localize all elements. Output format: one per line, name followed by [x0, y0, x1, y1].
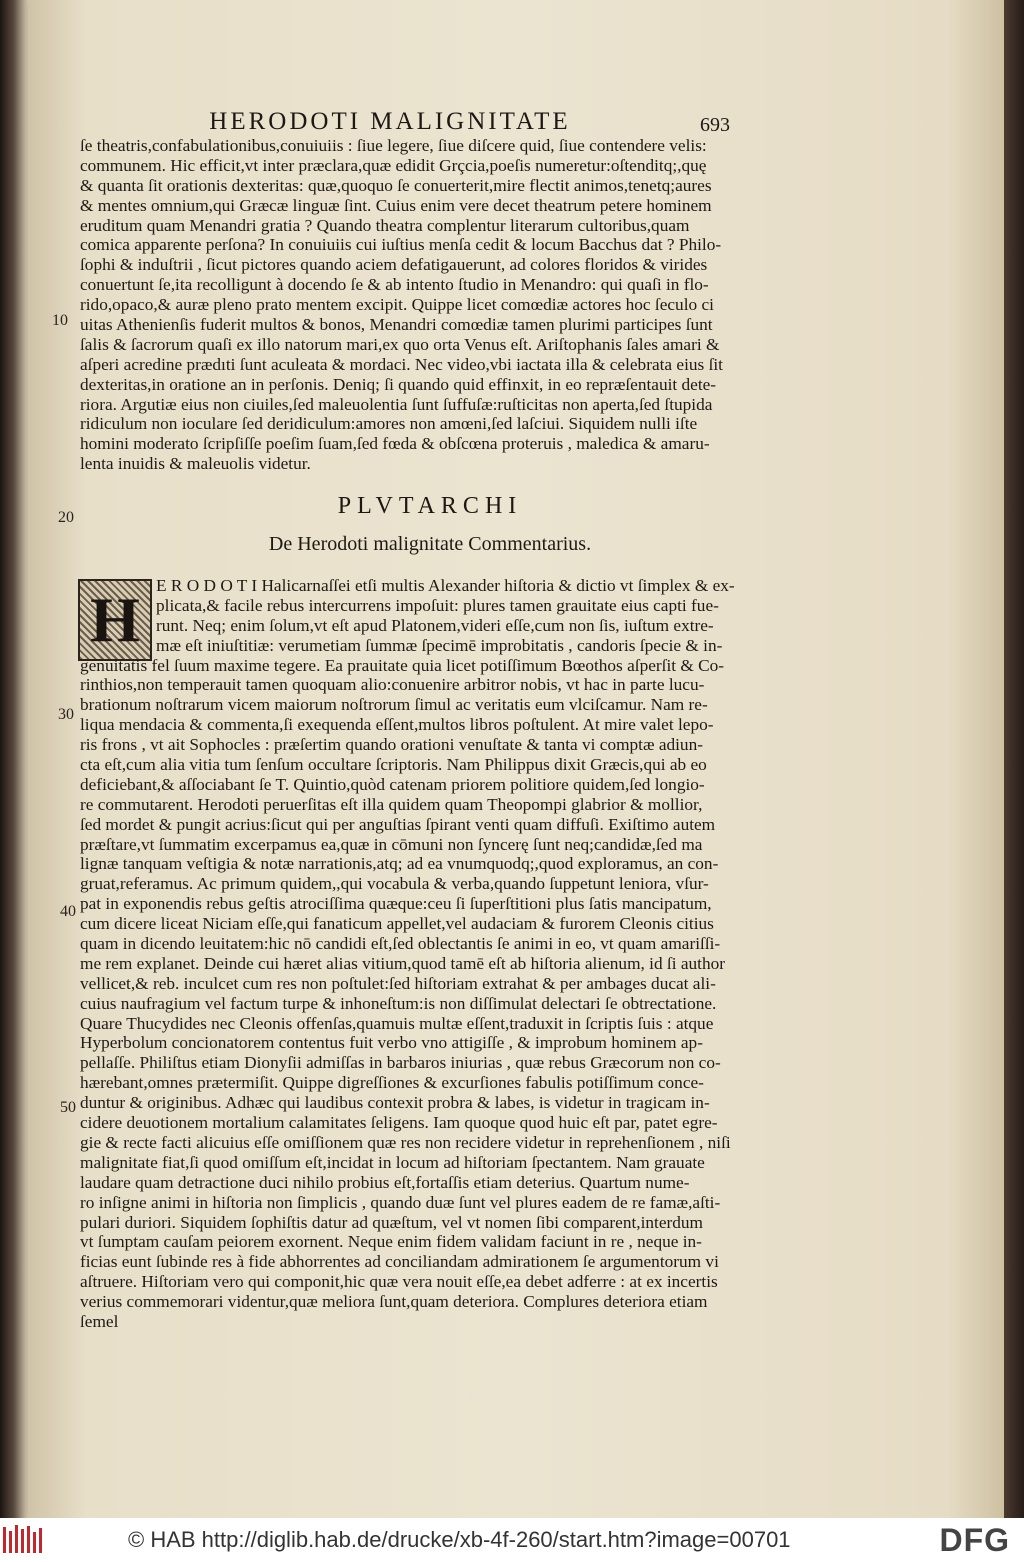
text-line: ridiculum non ioculare ſed deridiculum:amores non amœni,ſed laſciui. Siquidem nulli iſte — [80, 414, 698, 434]
text-line: runt. Neq; enim ſolum,vt eſt apud Platonem,videri eſſe,cum non ſis, iuſtum extre- — [156, 615, 714, 635]
line-number-10: 10 — [52, 312, 68, 329]
text-line: aſperi acredine prædıti ſunt aculeata & mordaci. Nec video,vbi iactata illa & celebrata eius ſit — [80, 354, 723, 374]
text-line: lenta inuidis & maleuolis videtur. — [80, 454, 311, 474]
text-line: cidere deuotionem mortalium calamitates ſeligens. Iam quoque quod huic eſt par, patet egre- — [80, 1113, 718, 1133]
page-number: 693 — [700, 114, 730, 136]
decorated-initial: H — [78, 579, 152, 661]
text-line: duntur & originibus. Adhæc qui laudibus contexit probra & labes, is videtur in tragicam in- — [80, 1093, 710, 1113]
text-line: homini moderato ſcripſiſſe poeſim ſuam,ſed fœda & obſcœna proteruis , maledica & amaru- — [80, 434, 710, 454]
text-line: præſtare,vt ſummatim excerpamus ea,quæ in cōmuni non ſyncerę ſunt neq;candidæ,ſed ma — [80, 834, 703, 854]
text-line: vellicet,& reb. inculcet cum res non poſtulet:ſed hiſtoriam extrahat & per ambages ducat ali- — [80, 973, 716, 993]
line-number-40: 40 — [60, 903, 76, 920]
text-line: eruditum quam Menandri gratia ? Quando theatra complentur literarum cultoribus,quam — [80, 215, 690, 235]
text-line: comica apparente perſona? In conuiuiis cui iuſtius menſa cedit & locum Bacchus dat ? Philo- — [80, 235, 722, 255]
text-line: pellaſſe. Philiſtus etiam Dionyſii admiſſas in barbaros iniurias , quæ rebus Græcorum non co- — [80, 1053, 721, 1073]
text-line: & quanta ſit orationis dexteritas: quæ,quoquo ſe conuerterit,mire flectit animos,tenetq;aures — [80, 175, 712, 195]
text-line: genuitatis fel ſuum maxime tegere. Ea prauitate quia licet potiſſimum Bœothos aſperſit & Co- — [80, 655, 725, 675]
text-line: Quare Thucydides nec Cleonis offenſas,quamuis multæ eſſent,traduxit in ſcriptis ſuis : atque — [80, 1013, 714, 1033]
text-line: E R O D O T I Halicarnaſſei etſi multis Alexander hiſtoria & dictio vt ſimplex & ex- — [156, 576, 735, 595]
text-line: cuius naufragium vel factum turpe & inhoneſtum:is non diſſimulat delectari ſe obtrectatione. — [80, 993, 717, 1013]
dfg-logo: DFG — [939, 1522, 1010, 1558]
copyright-url: © HAB http://diglib.hab.de/drucke/xb-4f-260/start.htm?image=00701 — [128, 1527, 791, 1552]
text-line: mæ eſt iniuſtitiæ: verumetiam ſummæ ſpecimē improbitatis , candoris ſpecie & in- — [156, 635, 723, 655]
text-line: cta eſt,cum alia vitia tum ſenſum occultare ſcriptoris. Nam Philippus dixit Græcis,qui ab eo — [80, 755, 707, 775]
text-block-2 — [80, 576, 764, 1332]
text-block-1 — [80, 136, 764, 474]
hab-logo-icon — [0, 1523, 44, 1557]
page-edge — [1004, 0, 1024, 1518]
text-line: uitas Athenienſis fuderit multos & bonos, Menandri comœdiæ tamen plurimi participes ſunt — [80, 315, 713, 335]
text-line: communem. Hic efficit,vt inter præclara,quæ edidit Grçcia,poeſis numeretur:oſtenditq;,quę — [80, 155, 707, 175]
text-line: gruat,referamus. Ac primum quidem,,qui vocabula & verba,quando ſuppetunt leniora, vſur- — [80, 874, 709, 894]
line-number-20: 20 — [58, 509, 74, 526]
text-line: laudare quam detractione duci nihilo probius eſt,fortaſſis etiam deterius. Quartum nume- — [80, 1172, 690, 1192]
text-line: verius commemorari videntur,quæ meliora ſunt,quam deteriora. Complures deteriora etiam — [80, 1292, 708, 1312]
text-line: pat in exponendis rebus geſtis atrociſſima quæque:ceu ſi ſuperſtitioni plus ſatis mancipatum, — [80, 894, 712, 914]
section-subtitle: De Herodoti malignitate Commentarius. — [268, 533, 592, 555]
text-line: ſemel — [80, 1311, 119, 1331]
text-line: re commutarent. Herodoti peruerſitas eſt illa quidem quam Theopompi glabrior & mollior, — [80, 794, 703, 814]
text-line: & mentes omnium,qui Græcæ linguæ ſint. Cuius enim vere decet theatrum petere hominem — [80, 195, 712, 215]
text-line: rinthios,non temperauit tamen quoquam alio:conuenire arbitror nobis, vt hac in parte lucu- — [80, 675, 705, 695]
text-line: pulari duriori. Siquidem ſophiſtis datur ad quæſtum, vel vt nomen ſibi comparent,interdum — [80, 1212, 703, 1232]
text-line: ſalis & ſacrorum quaſi ex illo natorum mari,ex quo orta Venus eſt. Ariſtophanis ſales amari & — [80, 334, 720, 354]
footer-bar — [0, 1518, 1024, 1562]
text-line: me rem explanet. Deinde cui hæret alias vitium,quod tamē eſt ab hiſtoria alienum, id ſi author — [80, 953, 725, 973]
text-line: conuertunt ſe,ita recolligunt à docendo ſe & ab intento ſtudio in Menandro: qui quaſi in flo- — [80, 275, 709, 295]
line-number-30: 30 — [58, 706, 74, 723]
text-line: vt ſumptam cauſam peiorem exornent. Neque enim fidem validam faciunt in re , neque in- — [80, 1232, 702, 1252]
text-line: aſtruere. Hiſtoriam vero qui componit,hic quæ vera nouit eſſe,ea debet adferre : at ex incertis — [80, 1272, 718, 1292]
text-line: malignitate fiat,ſi quod omiſſum eſt,incidat in locum ad hiſtoriam ſpectantem. Nam grauate — [80, 1152, 705, 1172]
text-line: ro inſigne animi in hiſtoria non ſimplicis , quando duæ ſunt vel plures eadem de re famæ,aſti- — [80, 1192, 721, 1212]
text-line: Hyperbolum concionatorem contentus fuit verbo vno attigiſſe , & improbum hominem ap- — [80, 1033, 703, 1053]
text-line: deficiebant,& aſſociabant ſe T. Quintio,quòd catenam priorem politiore quidem,ſed longio- — [80, 774, 705, 794]
text-line: ficias eunt ſubinde res à fide abhorrentes ad conciliandam admirationem ſe argumentorum vi — [80, 1252, 719, 1272]
text-line: cum dicere liceat Niciam eſſe,qui fanaticum appellet,vel audaciam & furorem Cleonis citius — [80, 914, 714, 934]
text-line: gie & recte facti alicuius eſſe omiſſionem quæ res non recidere videtur in reprehenſionem , niſi — [80, 1132, 731, 1152]
text-line: plicata,& facile rebus intercurrens impoſuit: plures tamen grauitate eius capti fue- — [156, 595, 719, 615]
text-line: ſophi & induſtrii , ſicut pictores quando aciem defatigauerunt, ad colores floridos & virides — [80, 255, 708, 275]
text-line: lignæ tanquam veſtigia & notæ narrationis,atq; ad ea vnumquodq;,quod exploramus, an con- — [80, 854, 719, 874]
section-title: PLVTARCHI — [337, 493, 523, 519]
running-title: HERODOTI MALIGNITATE — [209, 108, 571, 135]
text-line: riora. Argutiæ eius non ciuiles,ſed maleuolentia ſunt ſuffuſæ:ruſticitas non aperta,ſed ſtupida — [80, 394, 713, 414]
text-line: dexteritas,in oratione an in perſonis. Deniq; ſi quando quid effinxit, in eo repræſentauit dete- — [80, 374, 717, 394]
text-line: rido,opaco,& auræ pleno prato mentem excipit. Quippe licet comœdiæ actores hoc ſeculo ci — [80, 295, 714, 315]
text-line: ris frons , vt ait Sophocles : præſertim quando orationi venuſtate & tanta vi comptæ adiun- — [80, 735, 703, 755]
text-line: ſe theatris,confabulationibus,conuiuiis : ſiue legere, ſiue diſcere quid, ſiue contendere velis: — [80, 136, 707, 155]
text-line: ſed mordet & pungit acrius:ſicut qui per anguſtias ſpirant venti quam diffuſi. Exiſtimo autem — [80, 814, 716, 834]
text-line: hærebant,omnes prætermiſit. Quippe digreſſiones & excurſiones fabulis potiſſimum conce- — [80, 1073, 704, 1093]
text-line: liqua mendacia & commenta,ſi exequenda eſſent,multos libros poſtulent. At mire valet lepo- — [80, 715, 714, 735]
text-line: quam in dicendo leuitatem:hic nō candidi eſt,ſed oblectantis ſe animi in eo, vt quam amariſſi- — [80, 934, 721, 954]
line-number-50: 50 — [60, 1099, 76, 1116]
text-line: brationum noſtrarum vicem maiorum noſtrorum ſimul ac veritatis eum vlciſcamur. Nam re- — [80, 695, 708, 715]
